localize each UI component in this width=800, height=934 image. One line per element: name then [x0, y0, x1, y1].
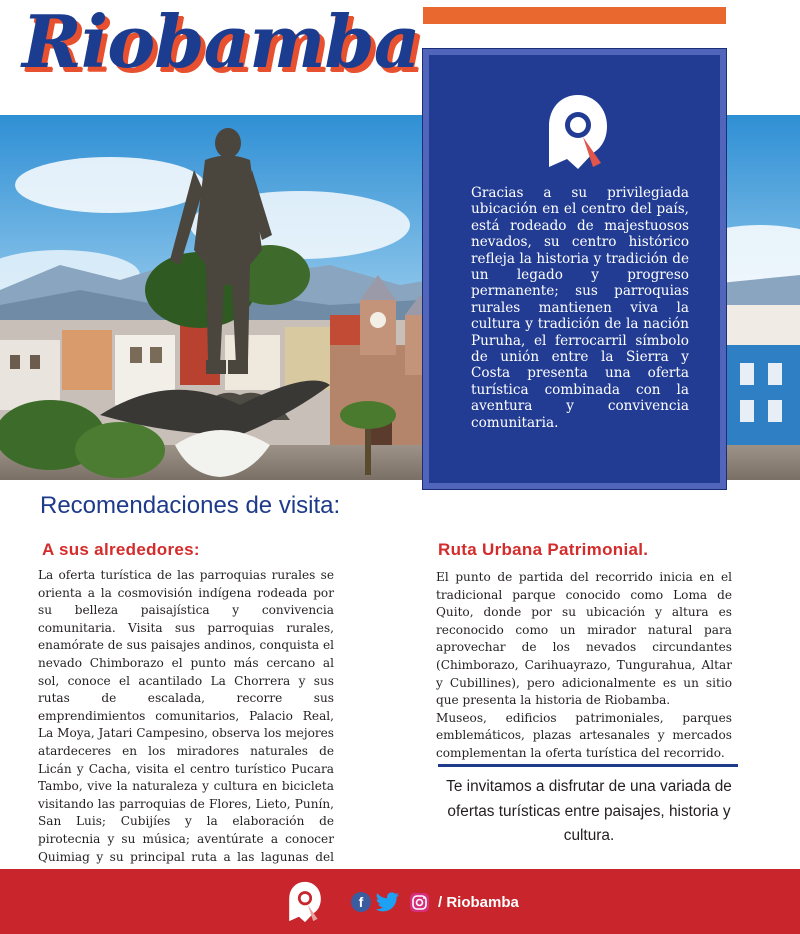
urban-route-heading: Ruta Urbana Patrimonial. — [438, 540, 649, 559]
invitation-text: Te invitamos a disfrutar de una variada de ofertas turísticas entre paisajes, historia y cultura. — [446, 778, 732, 844]
divider-line — [438, 764, 738, 767]
facebook-icon[interactable]: f — [351, 892, 371, 912]
recommendations-heading: Recomendaciones de visita: — [40, 492, 341, 519]
surroundings-paragraph: La oferta turística de las parroquias rurales se orienta a la cosmovisión indígena rodeada por su belleza paisajística y convivencia comunitaria. Visita sus parroquias rurales, enamórate de sus paisajes andinos, conquista el nevado Chimborazo el punto más cercano al sol, conoce el acantilado La Chorrera y sus rutas de escalada, recorre sus emprendimientos comunitarios, Palacio Real, La Moya, Jatari Campesino, observa los mejores atardeceres en los miradores naturales de Licán y Cacha, visita el centro turístico Pucara Tambo, vive la naturaleza y cultura en bicicleta visitando las parroquias de Flores, Lieto, Punín, San Luis; Cubijíes y la elaboración de pirotecnia y su música; aventúrate a conocer Quimiag y su principal ruta a las lagunas del — [38, 568, 334, 864]
orange-accent-bar — [423, 7, 726, 24]
social-handle[interactable]: / Riobamba — [438, 894, 519, 911]
twitter-icon[interactable] — [376, 892, 400, 912]
urban-route-paragraph-2: Museos, edificios patrimoniales, parques emblemáticos, plazas artesanales y mercados complementan la oferta turística del recorrido. — [436, 710, 732, 760]
urban-route-paragraph-1: El punto de partida del recorrido inicia en el tradicional parque conocido como Loma de Quito, donde por su ubicación y altura es reconocido como un mirador natural para aprovechar de los nevados circundantes (Chimborazo, Carihuayrazo, Tungurahua, Altar y Cubillines), pero adicionalmente es un sitio que presenta la historia de Riobamba. — [436, 570, 732, 708]
instagram-icon[interactable] — [409, 892, 430, 913]
intro-paragraph: Gracias a su privilegiada ubicación en el centro del país, está rodeado de majestuosos nevados, su centro histórico refleja la historia y tradición de un legado y progreso permanente; sus parroquias rurales mantienen viva la cultura y tradición de la nación Puruha, el ferrocarril símbolo de unión entre la Sierra y Costa presenta una oferta turística combinada con la aventura y convivencia comunitaria. — [471, 185, 689, 431]
brand-title: Riobamba — [22, 0, 420, 84]
riobamba-logo-icon — [545, 93, 611, 171]
urban-route-text — [436, 569, 732, 763]
riobamba-logo-icon[interactable] — [287, 880, 323, 924]
footer-bar — [0, 869, 800, 934]
surroundings-text — [38, 567, 334, 884]
info-panel — [423, 49, 726, 489]
surroundings-heading: A sus alrededores: — [42, 540, 200, 559]
